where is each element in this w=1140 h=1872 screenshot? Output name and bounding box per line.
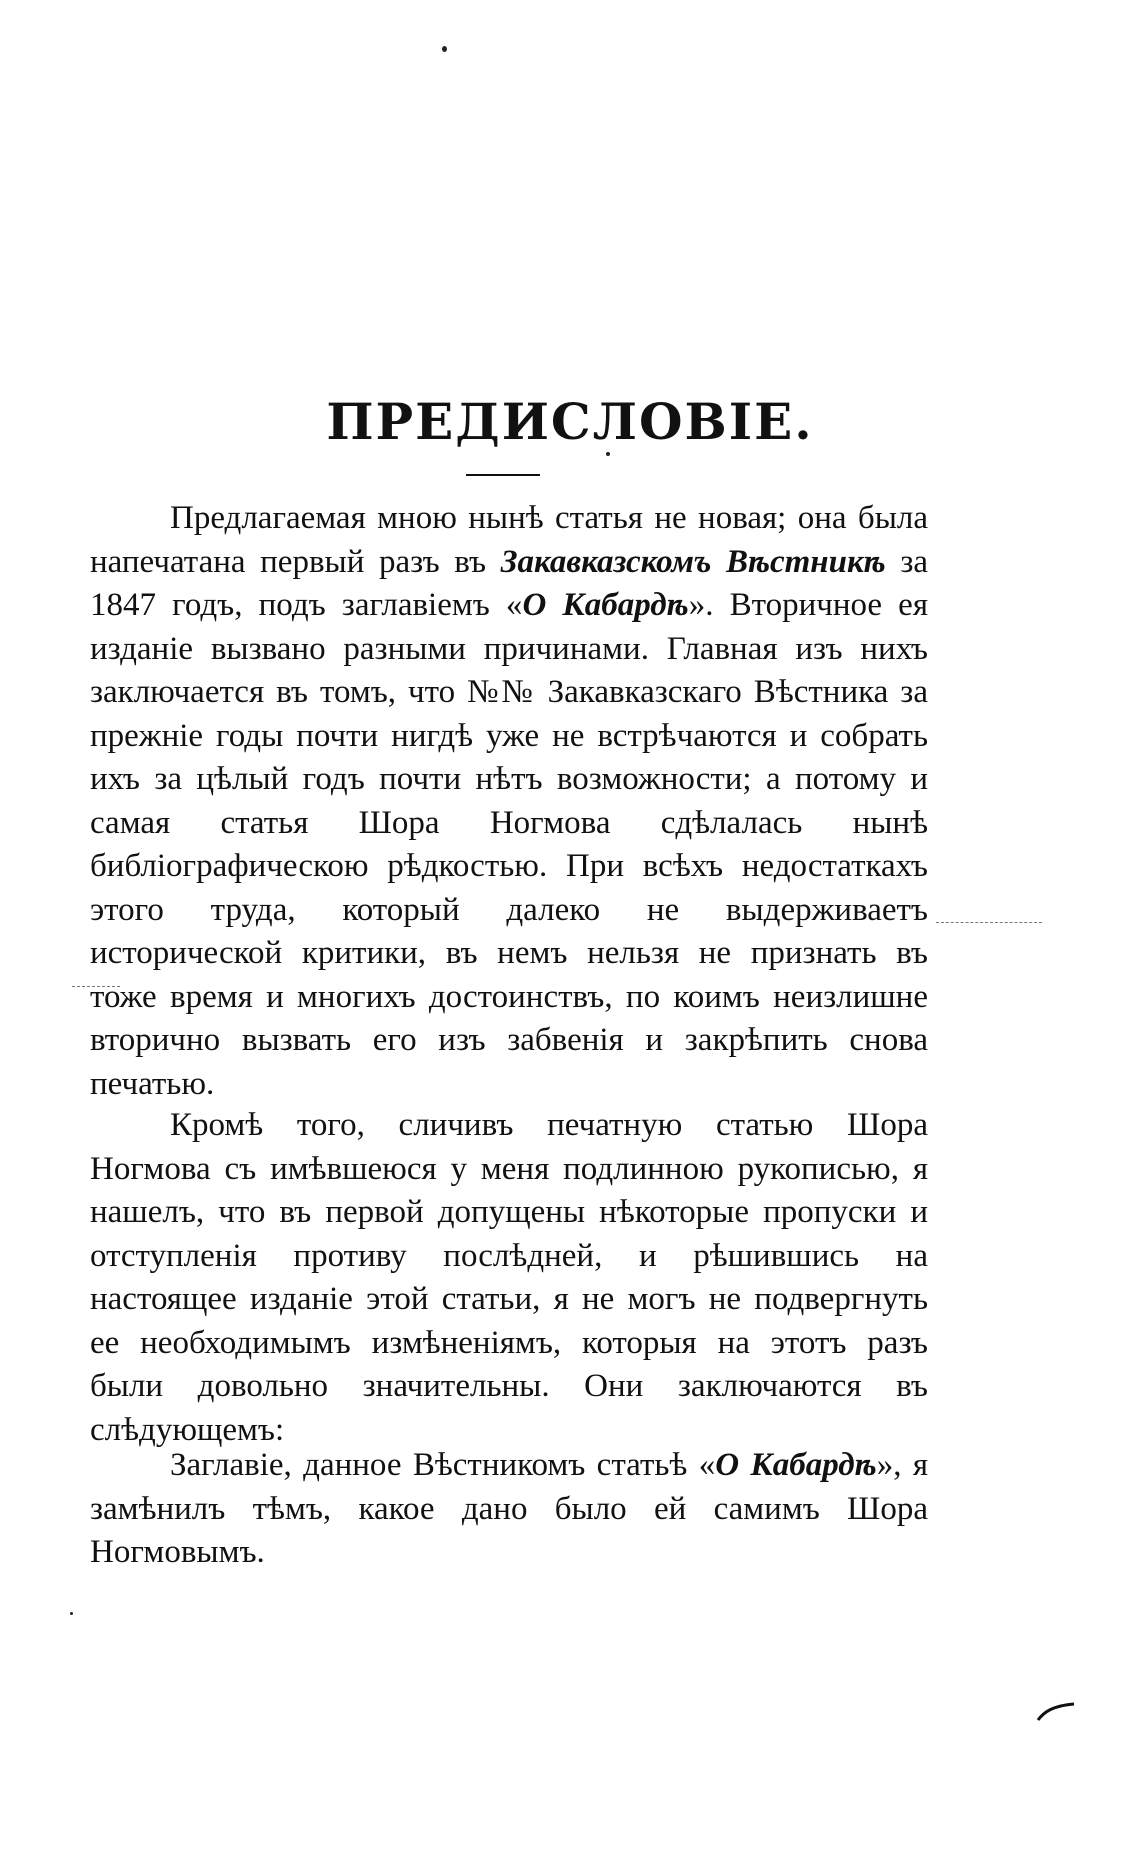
ink-speck [606, 452, 610, 456]
paragraph-1-text-date: за 1847 годъ, подъ заглавіемъ « [90, 543, 928, 623]
paragraph-1-text-rest: ». Вторичное ея изданіе вызвано разными причинами. Главная изъ нихъ заключается въ томъ, что №№ Закавказскаго Вѣстника за прежніе годы почти нигдѣ уже не встрѣчаются и собрать ихъ за цѣлый годъ почти нѣтъ возможности; а потому и самая статья Шора Ногмова сдѣлалась нынѣ библіографическою рѣдкостью. При всѣхъ недостаткахъ этого труда, который далеко не выдерживаетъ исторической критики, въ немъ нельзя не признать въ тоже время и многихъ достоинствъ, по коимъ неизлишне вторично вызвать его изъ забвенія и закрѣпить снова печатью. [90, 587, 928, 1102]
article-title: О Кабардѣ [522, 587, 689, 623]
paragraph-1 [90, 497, 928, 1106]
paragraph-2 [90, 1104, 928, 1452]
margin-mark [936, 922, 1042, 923]
paragraph-3-text-start: Заглавіе, данное Вѣстникомъ статьѣ « [170, 1447, 716, 1483]
paragraph-2-text: Кромѣ того, сличивъ печатную статью Шора Ногмова съ имѣвшеюся у меня подлинною рукописью, я нашелъ, что въ первой допущены нѣкоторые пропуски и отступленія противу послѣдней, и рѣшившись на настоящее изданіе этой статьи, я не могъ не подвергнуть ее необходимымъ измѣненіямъ, которыя на этотъ разъ были довольно значительны. Они заключаются въ слѣдующемъ: [90, 1107, 928, 1448]
journal-title: Закавказскомъ Вѣстникѣ [500, 543, 886, 580]
page-title: ПРЕДИСЛОВІЕ. [326, 392, 814, 451]
paragraph-3 [90, 1444, 928, 1575]
article-title-2: О Кабардѣ [715, 1447, 877, 1483]
ink-speck [442, 46, 447, 52]
pen-stroke-mark [1036, 1700, 1076, 1722]
title-rule [466, 474, 540, 476]
paragraph-1-text-start: Предлагаемая мною нынѣ статья не новая; она была напечатана первый разъ въ [90, 500, 928, 580]
paragraph-3-text-rest: », я замѣнилъ тѣмъ, какое дано было ей самимъ Шора Ногмовымъ. [90, 1447, 928, 1570]
margin-mark [72, 986, 120, 987]
ink-speck [70, 1612, 73, 1615]
